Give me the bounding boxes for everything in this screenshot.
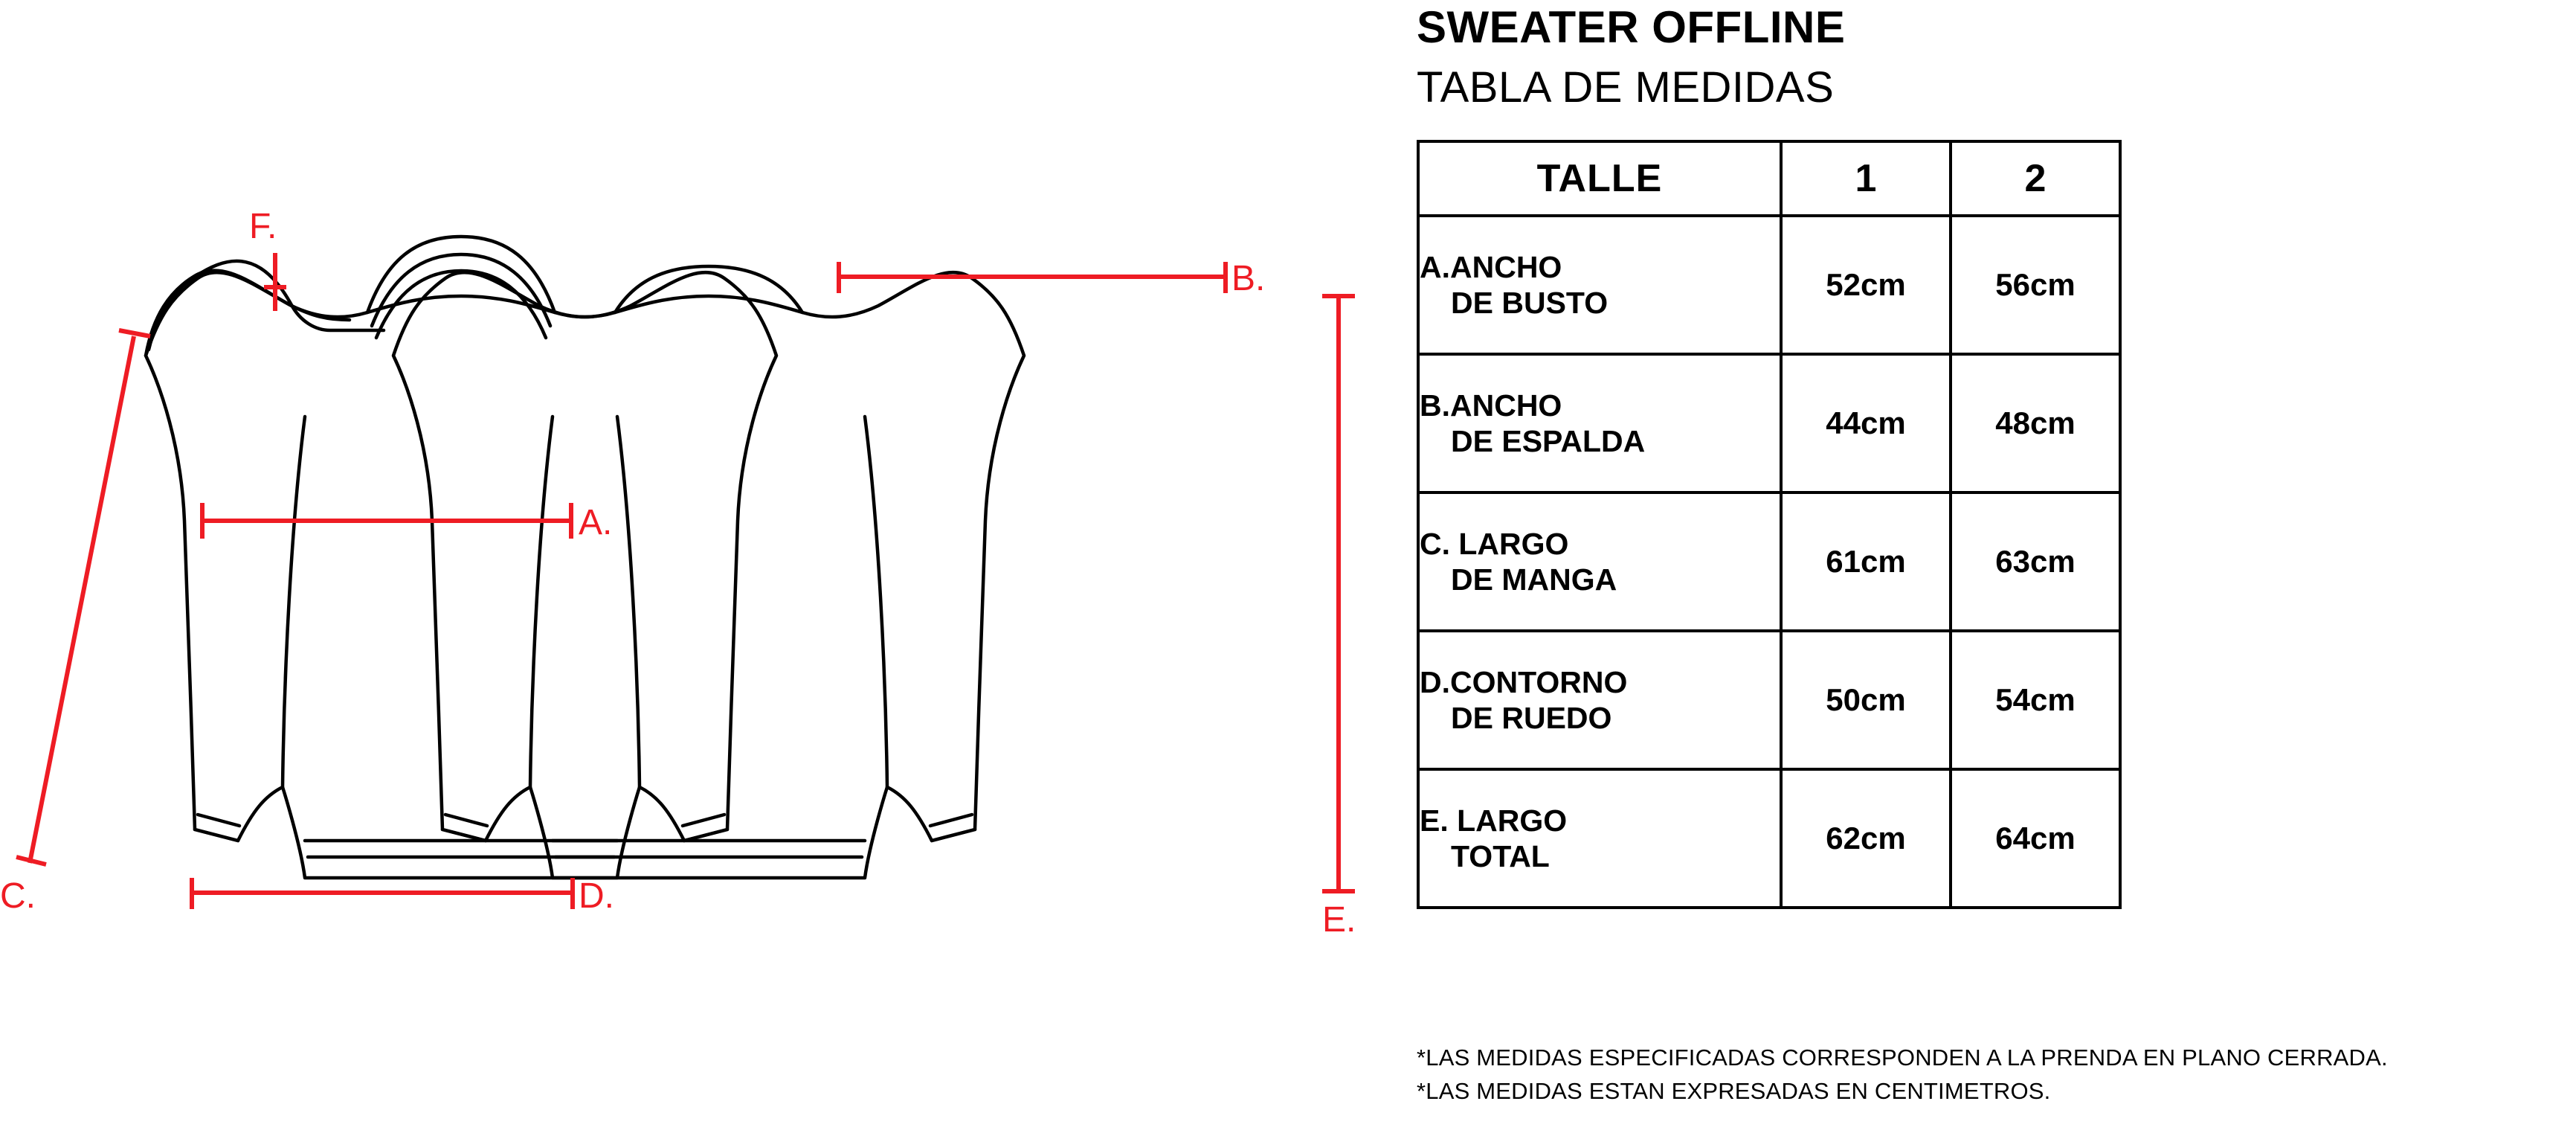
marker-label-a: A. (579, 503, 613, 542)
row-e-size-1: 62cm (1781, 769, 1951, 908)
marker-a-line (202, 503, 571, 539)
column-header-talle: TALLE (1418, 141, 1781, 216)
row-label-c-line1: C. LARGO (1420, 526, 1569, 561)
marker-d-line (192, 878, 573, 909)
row-label-e (1418, 769, 1781, 908)
marker-e-line (1322, 296, 1355, 891)
table-header-row (1418, 141, 2120, 216)
row-label-c (1418, 492, 1781, 631)
row-label-e-line2: TOTAL (1451, 839, 1550, 873)
page-title: SWEATER OFFLINE (1417, 2, 1846, 52)
footnote-1: *LAS MEDIDAS ESPECIFICADAS CORRESPONDEN A LA PRENDA EN PLANO CERRADA. (1417, 1044, 2388, 1071)
row-b-size-2: 48cm (1951, 354, 2120, 492)
row-label-b (1418, 354, 1781, 492)
row-label-d-line2: DE RUEDO (1451, 701, 1612, 735)
measurement-table-panel (1409, 0, 2576, 1136)
marker-label-c: C. (0, 876, 36, 916)
row-c-size-2: 63cm (1951, 492, 2120, 631)
row-label-b-line1: B.ANCHO (1420, 388, 1562, 423)
table-row (1418, 769, 2120, 908)
row-c-size-1: 61cm (1781, 492, 1951, 631)
table-row (1418, 354, 2120, 492)
front-sweater-technical-drawing (146, 237, 776, 878)
row-label-a-line2: DE BUSTO (1451, 286, 1609, 320)
marker-label-e: E. (1322, 900, 1356, 940)
table-row (1418, 631, 2120, 769)
measurements-table (1417, 140, 2122, 909)
marker-label-f: F. (249, 207, 277, 246)
row-label-a-line1: A.ANCHO (1420, 249, 1562, 284)
row-d-size-2: 54cm (1951, 631, 2120, 769)
row-e-size-2: 64cm (1951, 769, 2120, 908)
footnotes (1417, 1042, 2576, 1108)
marker-b-line (839, 262, 1226, 293)
row-label-e-line1: E. LARGO (1420, 803, 1568, 838)
marker-label-d: D. (579, 876, 614, 916)
footnote-2: *LAS MEDIDAS ESTAN EXPRESADAS EN CENTIMETROS. (1417, 1077, 2051, 1104)
row-d-size-1: 50cm (1781, 631, 1951, 769)
row-label-d (1418, 631, 1781, 769)
row-label-a (1418, 216, 1781, 354)
back-sweater-technical-drawing (393, 266, 1024, 878)
column-header-size-2: 2 (1951, 141, 2120, 216)
measurement-annotations (16, 253, 1355, 909)
row-a-size-1: 52cm (1781, 216, 1951, 354)
row-b-size-1: 44cm (1781, 354, 1951, 492)
page-subtitle: TABLA DE MEDIDAS (1417, 63, 1835, 112)
table-row (1418, 492, 2120, 631)
row-a-size-2: 56cm (1951, 216, 2120, 354)
marker-c-line (16, 330, 150, 864)
row-label-b-line2: DE ESPALDA (1451, 424, 1646, 458)
table-row (1418, 216, 2120, 354)
row-label-d-line1: D.CONTORNO (1420, 664, 1628, 699)
row-label-c-line2: DE MANGA (1451, 562, 1617, 597)
marker-label-b: B. (1231, 259, 1266, 298)
column-header-size-1: 1 (1781, 141, 1951, 216)
